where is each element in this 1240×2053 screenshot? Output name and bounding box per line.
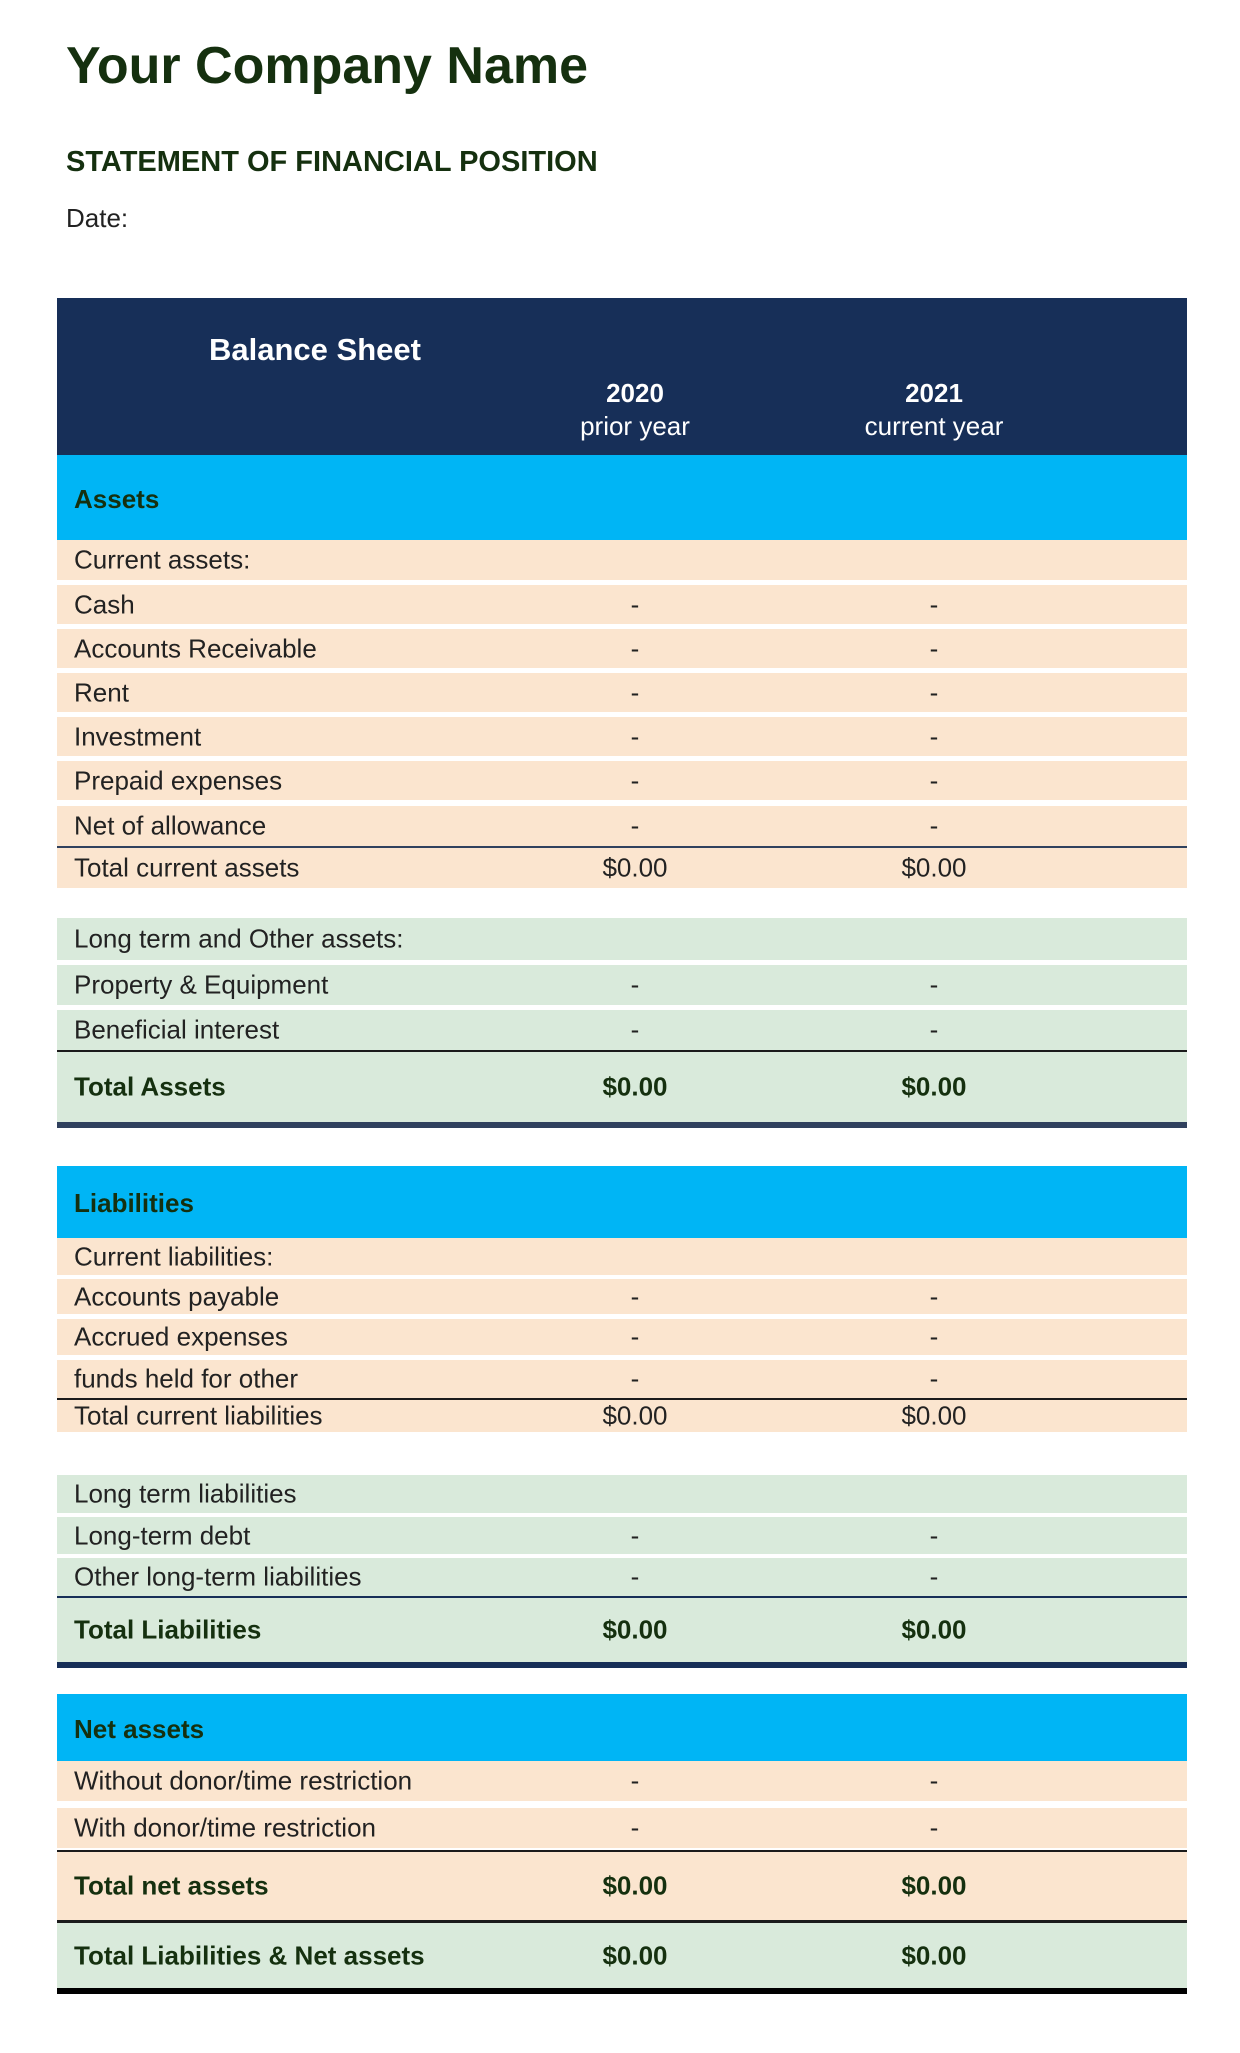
value-2021: - xyxy=(929,1014,939,1045)
column-header-2020 xyxy=(485,377,785,443)
row-label: Current liabilities: xyxy=(74,1241,274,1271)
row-label: funds held for other xyxy=(74,1363,299,1394)
value-2020: $0.00 xyxy=(602,1940,668,1970)
value-2020: $0.00 xyxy=(602,852,668,883)
row-label: Long term liabilities xyxy=(74,1478,297,1509)
row-label: Total Assets xyxy=(74,1071,226,1102)
value-2020: - xyxy=(630,810,640,841)
table-row xyxy=(57,1279,1187,1314)
value-2021: - xyxy=(929,1561,939,1592)
row-label: Total current assets xyxy=(74,852,300,883)
value-2021: - xyxy=(929,589,939,619)
value-2020: - xyxy=(630,633,640,663)
table-row xyxy=(57,806,1187,846)
table-row xyxy=(57,965,1187,1005)
value-2021: $0.00 xyxy=(901,1940,967,1970)
liabilities-current-heading-row xyxy=(57,1238,1187,1275)
table-row xyxy=(57,1558,1187,1596)
row-label: Without donor/time restriction xyxy=(74,1765,413,1796)
row-label: Cash xyxy=(74,589,135,619)
value-2020: - xyxy=(630,1363,640,1394)
row-label: Prepaid expenses xyxy=(74,765,283,795)
table-row xyxy=(57,1319,1187,1355)
section-net-assets xyxy=(57,1694,1187,1761)
value-2020: - xyxy=(630,677,640,707)
table-row xyxy=(57,1517,1187,1554)
assets-current-heading-row xyxy=(57,540,1187,580)
value-2021: - xyxy=(929,969,939,1000)
total-liabilities-row xyxy=(57,1596,1187,1668)
total-current-assets-row xyxy=(57,846,1187,888)
table-row xyxy=(57,629,1187,668)
value-2020: $0.00 xyxy=(602,1614,668,1645)
row-label: Long-term debt xyxy=(74,1520,251,1550)
section-net-assets-label: Net assets xyxy=(74,1714,205,1744)
value-2021: - xyxy=(929,721,939,751)
statement-title: STATEMENT OF FINANCIAL POSITION xyxy=(66,146,598,178)
value-2021: - xyxy=(929,1321,939,1352)
total-liabilities-net-assets-row xyxy=(57,1920,1187,1994)
value-2021: - xyxy=(929,677,939,707)
value-2020: $0.00 xyxy=(602,1400,668,1431)
liabilities-longterm-heading-row xyxy=(57,1475,1187,1513)
table-row xyxy=(57,585,1187,624)
row-label: Accrued expenses xyxy=(74,1321,288,1352)
date-label: Date: xyxy=(66,203,129,233)
value-2021: - xyxy=(929,1281,939,1311)
column-sub-prior-year: prior year xyxy=(580,411,690,441)
value-2021: - xyxy=(929,1520,939,1550)
table-row xyxy=(57,1360,1187,1398)
company-name: Your Company Name xyxy=(66,37,589,95)
row-label: Total current liabilities xyxy=(74,1400,323,1431)
column-header-2021 xyxy=(784,377,1084,443)
assets-longterm-heading-row xyxy=(57,918,1187,960)
table-row xyxy=(57,761,1187,800)
value-2020: - xyxy=(630,969,640,1000)
value-2021: - xyxy=(929,765,939,795)
column-year-2020: 2020 xyxy=(606,378,664,408)
balance-sheet-header xyxy=(57,298,1187,455)
value-2020: - xyxy=(630,765,640,795)
value-2021: - xyxy=(929,1812,939,1843)
row-label: Long term and Other assets: xyxy=(74,923,404,954)
value-2021: - xyxy=(929,1363,939,1394)
value-2020: $0.00 xyxy=(602,1870,668,1901)
value-2020: - xyxy=(630,1281,640,1311)
value-2021: $0.00 xyxy=(901,1870,967,1901)
row-label: Accounts Receivable xyxy=(74,633,317,663)
total-net-assets-row xyxy=(57,1850,1187,1920)
row-label: Other long-term liabilities xyxy=(74,1561,362,1592)
value-2020: - xyxy=(630,589,640,619)
row-label: Net of allowance xyxy=(74,810,267,841)
column-year-2021: 2021 xyxy=(905,378,963,408)
row-label: Beneficial interest xyxy=(74,1014,280,1045)
row-label: Total Liabilities & Net assets xyxy=(74,1940,425,1970)
row-label: Accounts payable xyxy=(74,1281,280,1311)
section-liabilities xyxy=(57,1166,1187,1238)
value-2020: - xyxy=(630,1014,640,1045)
value-2020: $0.00 xyxy=(602,1071,668,1102)
table-row xyxy=(57,717,1187,756)
row-label: Current assets: xyxy=(74,544,251,575)
value-2020: - xyxy=(630,1812,640,1843)
table-row xyxy=(57,1010,1187,1050)
row-label: Total Liabilities xyxy=(74,1614,262,1645)
value-2020: - xyxy=(630,1520,640,1550)
row-label: Total net assets xyxy=(74,1870,269,1901)
table-row xyxy=(57,1761,1187,1801)
value-2021: $0.00 xyxy=(901,1071,967,1102)
table-row xyxy=(57,673,1187,712)
value-2021: - xyxy=(929,810,939,841)
balance-sheet-title: Balance Sheet xyxy=(209,332,421,367)
value-2021: - xyxy=(929,1765,939,1796)
section-liabilities-label: Liabilities xyxy=(74,1188,194,1218)
column-sub-current-year: current year xyxy=(864,411,1004,441)
section-assets xyxy=(57,455,1187,540)
row-label: Investment xyxy=(74,721,202,751)
row-label: Property & Equipment xyxy=(74,969,329,1000)
value-2020: - xyxy=(630,1765,640,1796)
value-2020: - xyxy=(630,1321,640,1352)
value-2021: $0.00 xyxy=(901,1400,967,1431)
value-2021: $0.00 xyxy=(901,852,967,883)
value-2020: - xyxy=(630,1561,640,1592)
row-label: Rent xyxy=(74,677,129,707)
value-2021: $0.00 xyxy=(901,1614,967,1645)
table-row xyxy=(57,1808,1187,1848)
row-label: With donor/time restriction xyxy=(74,1812,376,1843)
value-2020: - xyxy=(630,721,640,751)
total-assets-row xyxy=(57,1050,1187,1128)
value-2021: - xyxy=(929,633,939,663)
section-assets-label: Assets xyxy=(74,484,160,514)
total-current-liabilities-row xyxy=(57,1398,1187,1432)
